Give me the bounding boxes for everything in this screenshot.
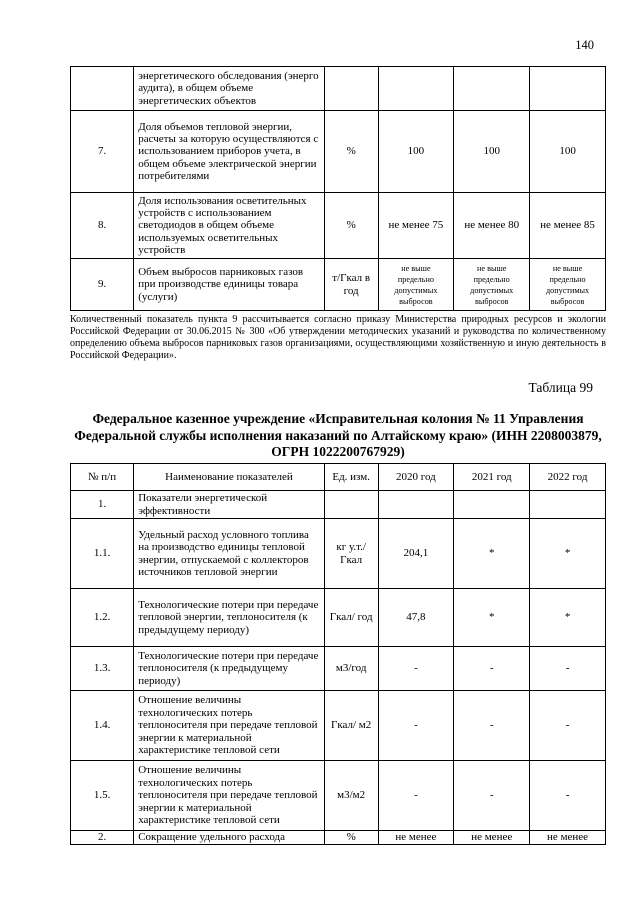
value-2020: 204,1 [378, 519, 454, 589]
row-number: 7. [71, 111, 134, 193]
indicator-name: Доля объемов тепловой энергии, расчеты за которую осуществляются с использованием приборов учета, в общем объеме электрической энергии потребителями [134, 111, 325, 193]
value-2022: не менее 85 [530, 193, 606, 259]
unit: Гкал/ год [324, 589, 378, 647]
row-number [71, 67, 134, 111]
row-number: 2. [71, 831, 134, 845]
value-2022: не выше предельно допустимых выбросов [530, 259, 606, 311]
indicator-name: энергетического обследования (энерго аудита), в общем объеме энергетических объектов [134, 67, 325, 111]
indicator-name: Показатели энергетической эффективности [134, 491, 325, 519]
table-row [71, 111, 606, 193]
row-number: 1.4. [71, 691, 134, 761]
table-row [71, 647, 606, 691]
unit: % [324, 831, 378, 845]
value-2020: не выше предельно допустимых выбросов [378, 259, 454, 311]
value-2021: 100 [454, 111, 530, 193]
indicator-name: Отношение величины технологических потерь теплоносителя при передаче тепловой энергии к материальной характеристике тепловой сети [134, 691, 325, 761]
value-2022: 100 [530, 111, 606, 193]
indicator-name: Доля использования осветительных устройств с использованием светодиодов в общем объеме используемых осветительных устройств [134, 193, 325, 259]
value-2022: - [530, 647, 606, 691]
value-2020: - [378, 691, 454, 761]
table-row [71, 831, 606, 845]
row-number: 1.5. [71, 761, 134, 831]
footnote: Количественный показатель пункта 9 рассчитывается согласно приказу Министерства природных ресурсов и экологии Российской Федерации от 30.06.2015 № 300 «Об утверждении методических указаний и руководства по количественному определению объема выбросов парниковых газов организациями, осуществляющими хозяйственную и иную деятельность в Российской Федерации». [70, 314, 606, 361]
value-2021: не выше предельно допустимых выбросов [454, 259, 530, 311]
table-row [71, 519, 606, 589]
row-number: 8. [71, 193, 134, 259]
row-number: 1. [71, 491, 134, 519]
unit: Гкал/ м2 [324, 691, 378, 761]
value-2020: - [378, 761, 454, 831]
table-row [71, 193, 606, 259]
value-2022: - [530, 761, 606, 831]
header-unit: Ед. изм. [324, 464, 378, 491]
row-number: 1.3. [71, 647, 134, 691]
section-title: Федеральное казенное учреждение «Исправительная колония № 11 Управления Федеральной службы исполнения наказаний по Алтайскому краю» (ИНН 2208003879, ОГРН 1022200767929) [74, 411, 602, 459]
table-header-row [71, 464, 606, 491]
value-2021: - [454, 647, 530, 691]
value-2022: - [530, 691, 606, 761]
value-2021: * [454, 519, 530, 589]
value-2020 [378, 491, 454, 519]
value-2021: - [454, 761, 530, 831]
table-row [71, 259, 606, 311]
unit: кг у.т./ Гкал [324, 519, 378, 589]
value-2021: - [454, 691, 530, 761]
value-2020: 100 [378, 111, 454, 193]
indicator-name: Технологические потери при передаче тепловой энергии, теплоносителя (к предыдущему периоду) [134, 589, 325, 647]
row-number: 9. [71, 259, 134, 311]
indicator-name: Технологические потери при передаче теплоносителя (к предыдущему периоду) [134, 647, 325, 691]
value-2020: не менее 75 [378, 193, 454, 259]
unit: т/Гкал в год [324, 259, 378, 311]
unit [324, 491, 378, 519]
unit: м3/год [324, 647, 378, 691]
table-row [71, 691, 606, 761]
indicator-name: Удельный расход условного топлива на производство единицы тепловой энергии, отпускаемой с коллекторов источников тепловой энергии [134, 519, 325, 589]
indicator-name: Сокращение удельного расхода [134, 831, 325, 845]
value-2022: * [530, 589, 606, 647]
header-num: № п/п [71, 464, 134, 491]
table-row [71, 761, 606, 831]
unit: м3/м2 [324, 761, 378, 831]
row-number: 1.1. [71, 519, 134, 589]
unit: % [324, 193, 378, 259]
indicator-name: Объем выбросов парниковых газов при производстве единицы товара (услуги) [134, 259, 325, 311]
table-label: Таблица 99 [528, 380, 593, 395]
indicator-name: Отношение величины технологических потерь теплоносителя при передаче тепловой энергии к материальной характеристике тепловой сети [134, 761, 325, 831]
indicators-table [70, 463, 606, 845]
value-2021 [454, 491, 530, 519]
unit: % [324, 111, 378, 193]
page-number: 140 [575, 38, 594, 52]
value-2020: 47,8 [378, 589, 454, 647]
header-2022: 2022 год [530, 464, 606, 491]
value-2020: не менее [378, 831, 454, 845]
value-2021: не менее 80 [454, 193, 530, 259]
header-2021: 2021 год [454, 464, 530, 491]
value-2022: не менее [530, 831, 606, 845]
header-name: Наименование показателей [134, 464, 325, 491]
row-number: 1.2. [71, 589, 134, 647]
table-row [71, 67, 606, 111]
value-2022 [530, 491, 606, 519]
continued-indicators-table [70, 66, 606, 311]
value-2021 [454, 67, 530, 111]
value-2020: - [378, 647, 454, 691]
value-2022: * [530, 519, 606, 589]
table-row [71, 589, 606, 647]
unit [324, 67, 378, 111]
value-2022 [530, 67, 606, 111]
header-2020: 2020 год [378, 464, 454, 491]
table-row [71, 491, 606, 519]
value-2021: * [454, 589, 530, 647]
value-2020 [378, 67, 454, 111]
value-2021: не менее [454, 831, 530, 845]
